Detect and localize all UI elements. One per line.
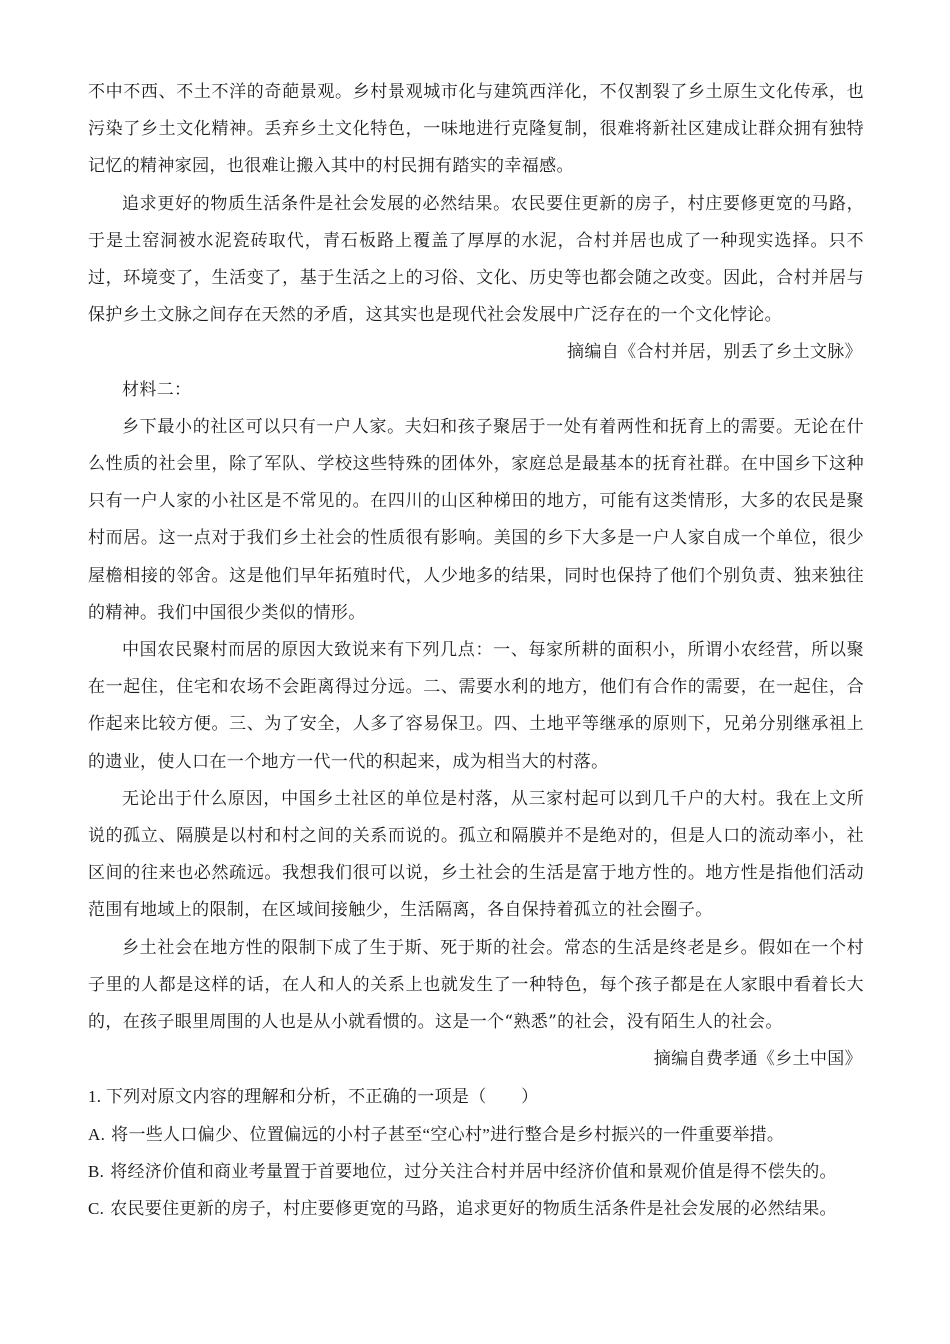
material2-label: 材料二： [122,379,192,400]
material1-paragraph-continued: 不中不西、不土不洋的奇葩景观。乡村景观城市化与建筑西洋化，不仅割裂了乡土原生文化传承，也污染了乡土文化精神。丢弃乡土文化特色，一味地进行克隆复制，很难将新社区建成让群众拥有独特记忆的精神家园，也很难让搬入其中的村民拥有踏实的幸福感。 [88,82,864,177]
material2-paragraph: 无论出于什么原因，中国乡土社区的单位是村落，从三家村起可以到几千户的大村。我在上文所说的孤立、隔膜是以村和村之间的关系而说的。孤立和隔膜并不是绝对的，但是人口的流动率小，社区间的往来也必然疏远。我想我们很可以说，乡土社会的生活是富于地方性的。地方性是指他们活动范围有地域上的限制，在区域间接触少，生活隔离，各自保持着孤立的社会圈子。 [88,788,864,921]
document-page [88,74,864,1227]
question-stem: 1. 下列对原文内容的理解和分析，不正确的一项是（ ） [88,1087,539,1107]
material1-source: 摘编自《合村并居，别丢了乡土文脉》 [567,342,862,363]
material2-paragraph: 乡土社会在地方性的限制下成了生于斯、死于斯的社会。常态的生活是终老是乡。假如在一个村子里的人都是这样的话，在人和人的关系上也就发生了一种特色，每个孩子都是在人家眼中看着长大的，在孩子眼里周围的人也是从小就看惯的。这是一个“熟悉”的社会，没有陌生人的社会。 [88,937,864,1033]
option-b[interactable] [88,1153,864,1190]
material2-paragraph: 中国农民聚村而居的原因大致说来有下列几点：一、每家所耕的面积小，所谓小农经营，所以聚在一起住，住宅和农场不会距离得过分远。二、需要水利的地方，他们有合作的需要，在一起住，合作起来比较方便。三、为了安全，人多了容易保卫。四、土地平等继承的原则下，兄弟分别继承祖上的遗业，使人口在一个地方一代一代的积起来，成为相当大的村落。 [88,640,864,772]
option-letter: C. [88,1199,105,1219]
option-text: 将经济价值和商业考量置于首要地位，过分关注合村并居中经济价值和景观价值是得不偿失的。 [110,1161,837,1181]
option-letter: A. [88,1124,106,1144]
option-a[interactable] [88,1116,864,1153]
option-text: 农民要住更新的房子，村庄要修更宽的马路，追求更好的物质生活条件是社会发展的必然结果。 [110,1199,837,1219]
option-letter: B. [88,1161,105,1181]
option-text: 将一些人口偏少、位置偏远的小村子甚至“空心村”进行整合是乡村振兴的一件重要举措。 [111,1124,785,1144]
option-c[interactable] [88,1190,864,1227]
material2-source: 摘编自费孝通《乡土中国》 [653,1049,862,1070]
material2-paragraph: 乡下最小的社区可以只有一户人家。夫妇和孩子聚居于一处有着两性和抚育上的需要。无论在什么性质的社会里，除了军队、学校这些特殊的团体外，家庭总是最基本的抚育社群。在中国乡下这种只有一户人家的小社区是不常见的。在四川的山区种梯田的地方，可能有这类情形，大多的农民是聚村而居。这一点对于我们乡土社会的性质很有影响。美国的乡下大多是一户人家自成一个单位，很少屋檐相接的邻舍。这是他们早年拓殖时代，人少地多的结果，同时也保持了他们个别负责、独来独往的精神。我们中国很少类似的情形。 [88,416,864,623]
material1-paragraph: 追求更好的物质生活条件是社会发展的必然结果。农民要住更新的房子，村庄要修更宽的马路，于是土窑洞被水泥瓷砖取代，青石板路上覆盖了厚厚的水泥，合村并居也成了一种现实选择。只不过，环境变了，生活变了，基于生活之上的习俗、文化、历史等也都会随之改变。因此，合村并居与保护乡土文脉之间存在天然的矛盾，这其实也是现代社会发展中广泛存在的一个文化悖论。 [88,193,864,326]
